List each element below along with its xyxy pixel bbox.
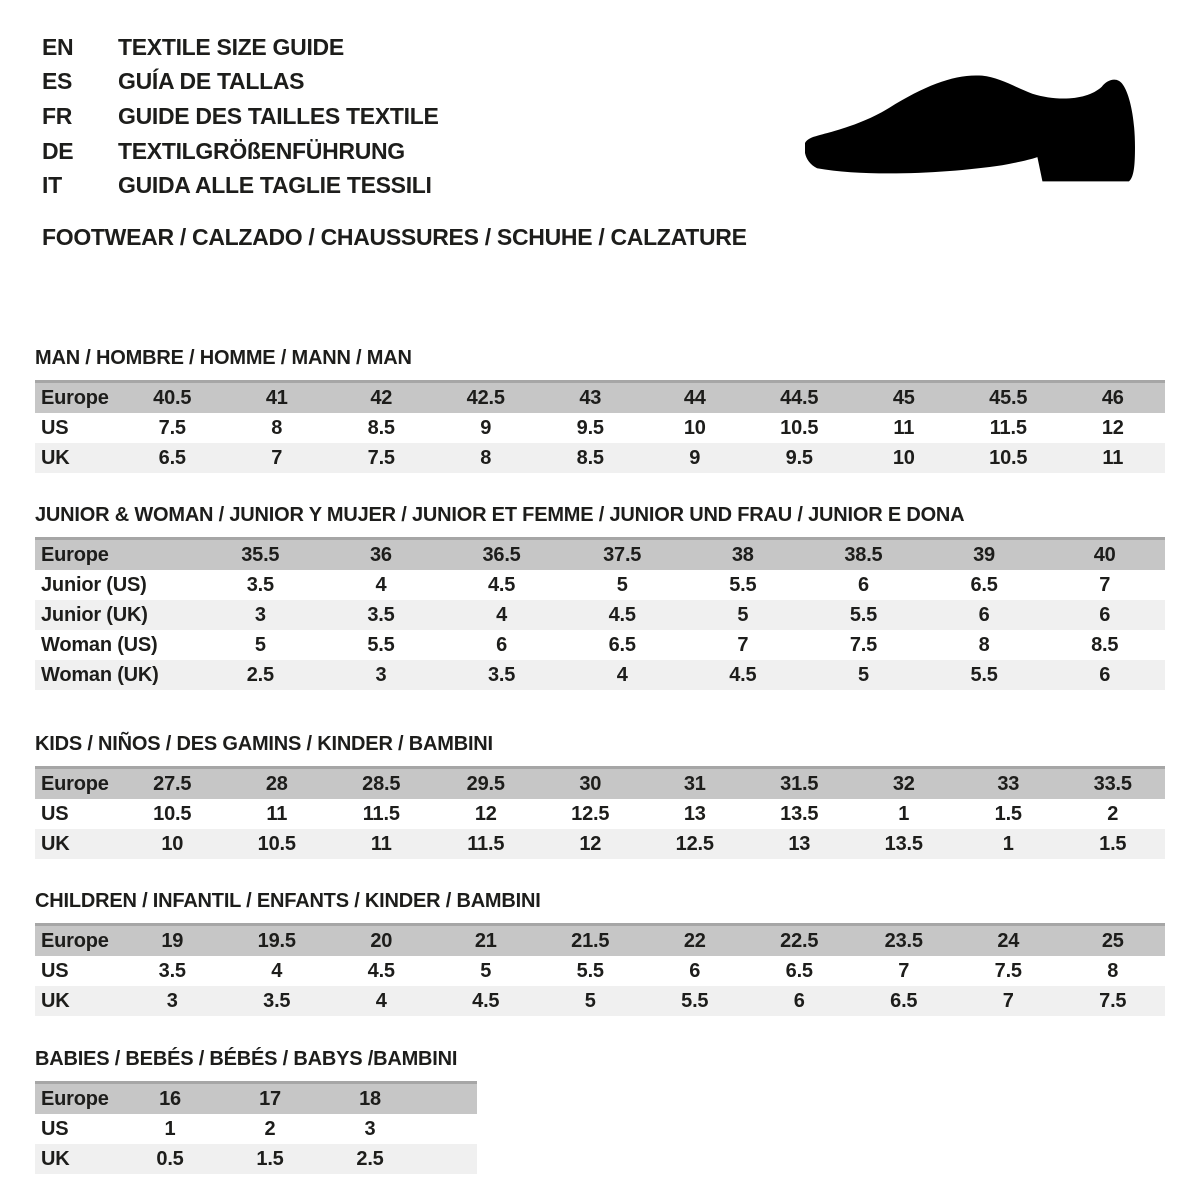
- size-cell: 44.5: [747, 382, 852, 414]
- section-title: MAN / HOMBRE / HOMME / MANN / MAN: [35, 347, 412, 369]
- size-cell: 4: [271, 959, 283, 982]
- size-table-children: [35, 923, 1165, 1016]
- size-cell: 10.5: [153, 802, 192, 825]
- size-cell: 6: [857, 573, 869, 596]
- language-row: [42, 168, 439, 203]
- size-table-kids: [35, 766, 1165, 859]
- size-cell: 10.5: [956, 443, 1061, 473]
- row-label: UK: [35, 986, 120, 1016]
- size-cell: 41: [225, 382, 330, 414]
- size-cell: 3.5: [158, 959, 186, 982]
- size-cell: 8.5: [367, 416, 395, 439]
- language-code: IT: [42, 172, 62, 199]
- size-table-junior-woman: [35, 537, 1165, 690]
- size-cell: 3.5: [441, 660, 562, 690]
- size-cell: 7: [737, 633, 749, 656]
- language-label: TEXTILGRÖßENFÜHRUNG: [118, 137, 405, 164]
- size-cell: 37.5: [562, 539, 683, 571]
- size-cell: 27.5: [120, 768, 225, 800]
- table-row: [35, 600, 1165, 630]
- size-cell: 7: [956, 986, 1061, 1016]
- table-row: [35, 413, 1165, 443]
- size-cell: 36.5: [441, 539, 562, 571]
- size-cell: 33.5: [1061, 768, 1166, 800]
- size-cell: 3.5: [321, 600, 442, 630]
- size-cell: 23.5: [852, 925, 957, 957]
- size-cell: 6: [1044, 600, 1165, 630]
- size-cell: 6: [747, 986, 852, 1016]
- row-label: UK: [35, 829, 120, 859]
- table-row: [35, 986, 1165, 1016]
- row-label: UK: [35, 443, 120, 473]
- row-label: Europe: [35, 768, 120, 800]
- size-cell: 7.5: [1061, 986, 1166, 1016]
- size-cell: 3: [120, 986, 225, 1016]
- size-cell: 1: [164, 1117, 176, 1140]
- size-cell: 4.5: [367, 959, 395, 982]
- size-cell: 2: [264, 1117, 276, 1140]
- size-cell: 13: [683, 802, 706, 825]
- row-label: US: [41, 416, 69, 439]
- size-cell: 19.5: [225, 925, 330, 957]
- size-cell: 10.5: [225, 829, 330, 859]
- row-label: Europe: [35, 382, 120, 414]
- size-cell: 13.5: [780, 802, 819, 825]
- size-cell: 5.5: [576, 959, 604, 982]
- table-row: [35, 1083, 477, 1115]
- row-label: Junior (US): [41, 573, 147, 596]
- size-cell: 4: [562, 660, 683, 690]
- size-cell: 5: [616, 573, 628, 596]
- language-label: GUIDA ALLE TAGLIE TESSILI: [118, 172, 432, 199]
- size-cell: 4: [375, 573, 387, 596]
- size-cell: 5: [480, 959, 492, 982]
- size-cell: 12.5: [643, 829, 748, 859]
- table-row: [35, 660, 1165, 690]
- size-cell: 2.5: [200, 660, 321, 690]
- size-cell: 6: [1044, 660, 1165, 690]
- size-cell: 4.5: [562, 600, 683, 630]
- size-cell: 6.5: [120, 443, 225, 473]
- size-cell: 10: [120, 829, 225, 859]
- size-cell: 10: [683, 416, 706, 439]
- size-cell: 11: [893, 416, 915, 439]
- language-row: [42, 65, 439, 100]
- size-cell: 7.5: [329, 443, 434, 473]
- language-label: GUIDE DES TAILLES TEXTILE: [118, 102, 439, 129]
- table-row: [35, 443, 1165, 473]
- language-code: EN: [42, 33, 74, 60]
- size-cell: 7: [898, 959, 910, 982]
- size-cell: 6.5: [970, 573, 998, 596]
- language-row: [42, 30, 439, 65]
- size-cell: 39: [924, 539, 1045, 571]
- row-label: US: [41, 802, 69, 825]
- size-cell: 3: [321, 660, 442, 690]
- size-cell: 5.5: [729, 573, 757, 596]
- size-cell: 19: [120, 925, 225, 957]
- table-row: [35, 956, 1165, 986]
- size-cell: 46: [1061, 382, 1166, 414]
- size-cell: 1.5: [994, 802, 1022, 825]
- size-cell: 1: [898, 802, 910, 825]
- size-cell: 9.5: [747, 443, 852, 473]
- size-cell: 40.5: [120, 382, 225, 414]
- size-cell: 12: [538, 829, 643, 859]
- size-cell: 24: [956, 925, 1061, 957]
- language-label: GUÍA DE TALLAS: [118, 68, 305, 95]
- size-cell: 7.5: [994, 959, 1022, 982]
- table-row: [35, 570, 1165, 600]
- size-cell: 3.5: [225, 986, 330, 1016]
- size-cell: 6: [496, 633, 508, 656]
- size-cell: 5.5: [924, 660, 1045, 690]
- table-row: [35, 925, 1165, 957]
- size-cell: 31: [643, 768, 748, 800]
- size-cell: 31.5: [747, 768, 852, 800]
- size-cell: 7.5: [849, 633, 878, 656]
- size-cell: 45.5: [956, 382, 1061, 414]
- size-table-man: [35, 380, 1165, 473]
- size-cell: 4: [329, 986, 434, 1016]
- language-code: DE: [42, 137, 74, 164]
- size-cell: 10: [852, 443, 957, 473]
- size-cell: 7: [225, 443, 330, 473]
- size-cell: 30: [538, 768, 643, 800]
- size-cell: 5: [803, 660, 924, 690]
- size-cell: 17: [220, 1083, 320, 1115]
- size-cell: 45: [852, 382, 957, 414]
- size-cell: 8.5: [538, 443, 643, 473]
- size-cell: 13.5: [852, 829, 957, 859]
- size-cell: 7: [1099, 573, 1111, 596]
- size-cell: 11.5: [434, 829, 539, 859]
- size-cell: 2: [1107, 802, 1119, 825]
- filler-cell: [420, 1144, 477, 1174]
- size-cell: 4.5: [434, 986, 539, 1016]
- size-cell: 5: [538, 986, 643, 1016]
- size-cell: 3: [364, 1117, 376, 1140]
- section-title: CHILDREN / INFANTIL / ENFANTS / KINDER / BAMBINI: [35, 890, 541, 912]
- size-cell: 12: [474, 802, 497, 825]
- row-label: Europe: [35, 1083, 120, 1115]
- size-cell: 8: [978, 633, 990, 656]
- row-label: Junior (UK): [35, 600, 200, 630]
- size-cell: 18: [320, 1083, 420, 1115]
- size-cell: 12.5: [571, 802, 610, 825]
- table-row: [35, 630, 1165, 660]
- filler-cell: [420, 1083, 477, 1115]
- size-cell: 3.5: [246, 573, 274, 596]
- section-title: KIDS / NIÑOS / DES GAMINS / KINDER / BAMBINI: [35, 733, 493, 755]
- row-label: Woman (US): [41, 633, 158, 656]
- size-cell: 9: [480, 416, 492, 439]
- size-cell: 6: [689, 959, 701, 982]
- section-babies: [35, 1048, 477, 1174]
- size-cell: 29.5: [434, 768, 539, 800]
- size-cell: 35.5: [200, 539, 321, 571]
- table-row: [35, 768, 1165, 800]
- language-list: [42, 30, 439, 203]
- row-label: UK: [35, 1144, 120, 1174]
- language-code: ES: [42, 68, 73, 95]
- filler-cell: [420, 1114, 477, 1144]
- size-cell: 5.5: [367, 633, 395, 656]
- table-row: [35, 539, 1165, 571]
- size-cell: 5: [683, 600, 804, 630]
- table-row: [35, 1114, 477, 1144]
- size-cell: 43: [538, 382, 643, 414]
- size-cell: 11: [329, 829, 434, 859]
- category-title: FOOTWEAR / CALZADO / CHAUSSURES / SCHUHE / CALZATURE: [42, 224, 747, 250]
- language-row: [42, 99, 439, 134]
- size-cell: 8: [434, 443, 539, 473]
- size-cell: 42: [329, 382, 434, 414]
- size-cell: 28.5: [329, 768, 434, 800]
- language-row: [42, 134, 439, 169]
- size-cell: 28: [225, 768, 330, 800]
- size-table-babies: [35, 1081, 477, 1174]
- size-cell: 16: [120, 1083, 220, 1115]
- size-cell: 9.5: [576, 416, 604, 439]
- size-cell: 33: [956, 768, 1061, 800]
- size-cell: 13: [747, 829, 852, 859]
- size-cell: 5.5: [803, 600, 924, 630]
- size-cell: 10.5: [780, 416, 819, 439]
- size-cell: 6.5: [852, 986, 957, 1016]
- size-cell: 4.5: [683, 660, 804, 690]
- size-cell: 4: [441, 600, 562, 630]
- size-cell: 5.5: [643, 986, 748, 1016]
- size-cell: 6: [924, 600, 1045, 630]
- size-cell: 8: [271, 416, 283, 439]
- size-cell: 6.5: [785, 959, 813, 982]
- size-cell: 11.5: [989, 416, 1027, 439]
- section-title: JUNIOR & WOMAN / JUNIOR Y MUJER / JUNIOR ET FEMME / JUNIOR UND FRAU / JUNIOR E DONA: [35, 504, 965, 526]
- size-cell: 38.5: [803, 539, 924, 571]
- size-cell: 3: [200, 600, 321, 630]
- table-row: [35, 1144, 477, 1174]
- section-man: [35, 347, 1165, 473]
- size-cell: 21: [434, 925, 539, 957]
- language-label: TEXTILE SIZE GUIDE: [118, 33, 344, 60]
- language-code: FR: [42, 102, 73, 129]
- size-cell: 1.5: [220, 1144, 320, 1174]
- row-label: Europe: [35, 925, 120, 957]
- section-children: [35, 890, 1165, 1016]
- size-cell: 2.5: [320, 1144, 420, 1174]
- size-cell: 22: [643, 925, 748, 957]
- size-cell: 11: [266, 802, 288, 825]
- size-cell: 8.5: [1091, 633, 1119, 656]
- size-cell: 12: [1101, 416, 1124, 439]
- size-cell: 25: [1061, 925, 1166, 957]
- size-cell: 44: [643, 382, 748, 414]
- size-cell: 5: [254, 633, 266, 656]
- section-kids: [35, 733, 1165, 859]
- size-cell: 11: [1061, 443, 1166, 473]
- size-cell: 22.5: [747, 925, 852, 957]
- size-cell: 9: [643, 443, 748, 473]
- row-label: Europe: [35, 539, 200, 571]
- size-cell: 42.5: [434, 382, 539, 414]
- size-cell: 6.5: [608, 633, 636, 656]
- size-cell: 20: [329, 925, 434, 957]
- table-row: [35, 799, 1165, 829]
- section-title: BABIES / BEBÉS / BÉBÉS / BABYS /BAMBINI: [35, 1048, 458, 1070]
- row-label: US: [41, 1117, 69, 1140]
- row-label: Woman (UK): [35, 660, 200, 690]
- size-cell: 21.5: [538, 925, 643, 957]
- size-cell: 1: [956, 829, 1061, 859]
- size-cell: 11.5: [362, 802, 400, 825]
- size-cell: 4.5: [487, 573, 516, 596]
- size-cell: 32: [852, 768, 957, 800]
- size-cell: 7.5: [158, 416, 186, 439]
- shoe-icon: [805, 72, 1137, 184]
- size-cell: 8: [1107, 959, 1119, 982]
- table-row: [35, 829, 1165, 859]
- row-label: US: [41, 959, 69, 982]
- size-cell: 38: [683, 539, 804, 571]
- size-cell: 36: [321, 539, 442, 571]
- size-cell: 40: [1044, 539, 1165, 571]
- section-junior-woman: [35, 504, 1165, 690]
- size-cell: 1.5: [1061, 829, 1166, 859]
- table-row: [35, 382, 1165, 414]
- size-cell: 0.5: [120, 1144, 220, 1174]
